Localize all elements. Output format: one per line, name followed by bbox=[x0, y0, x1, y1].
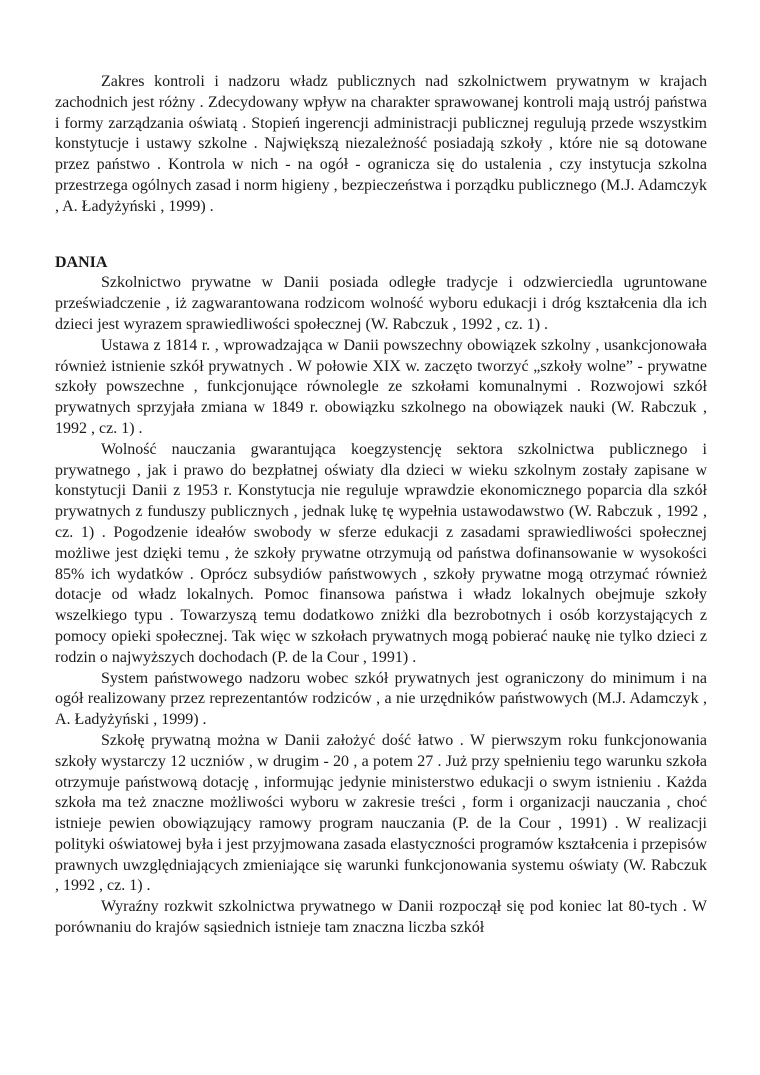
paragraph: Szkołę prywatną można w Danii założyć dość łatwo . W pierwszym roku funkcjonowania szkoły wystarczy 12 uczniów , w drugim - 20 , a potem 27 . Już przy spełnieniu tego warunku szkoła otrzymuje państwową dotację , informując jedynie ministerstwo edukacji o swym istnieniu . Każda szkoła ma też znaczne możliwości wyboru w zakresie treści , form i organizacji nauczania , choć istnieje pewien obowiązujący ramowy program nauczania (P. de la Cour , 1991) . W realizacji polityki oświatowej była i jest przyjmowana zasada elastyczności programów kształcenia i przepisów prawnych uwzględniających zmieniające się warunki funkcjonowania systemu oświaty (W. Rabczuk , 1992 , cz. 1) . bbox=[55, 731, 707, 895]
paragraph: Wyraźny rozkwit szkolnictwa prywatnego w Danii rozpoczął się pod koniec lat 80-tych . W porównaniu do krajów sąsiednich istnieje tam znaczna liczba szkół bbox=[55, 898, 707, 937]
intro-paragraph: Zakres kontroli i nadzoru władz publicznych nad szkolnictwem prywatnym w krajach zachodnich jest różny . Zdecydowany wpływ na charakter sprawowanej kontroli mają ustrój państwa i formy zarządzania oświatą . Stopień ingerencji administracji publicznej regulują przede wszystkim konstytucje i ustawy szkolne . Największą niezależność posiadają szkoły , które nie są dotowane przez państwo . Kontrola w nich - na ogół - ogranicza się do ustalenia , czy instytucja szkolna przestrzega ogólnych zasad i norm higieny , bezpieczeństwa i porządku publicznego (M.J. Adamczyk , A. Ładyżyński , 1999) . bbox=[55, 73, 707, 215]
paragraph: Szkolnictwo prywatne w Danii posiada odległe tradycje i odzwierciedla ugruntowane przeświadczenie , iż zagwarantowana rodzicom wolność wyboru edukacji i dróg kształcenia dla ich dzieci jest wyrazem sprawiedliwości społecznej (W. Rabczuk , 1992 , cz. 1) . bbox=[55, 274, 707, 333]
paragraph: Wolność nauczania gwarantująca koegzystencję sektora szkolnictwa publicznego i prywatnego , jak i prawo do bezpłatnej oświaty dla dzieci w wieku szkolnym zostały zapisane w konstytucji Danii z 1953 r. Konstytucja nie reguluje wprawdzie ekonomicznego poparcia dla szkół prywatnych z funduszy publicznych , jednak lukę tę wypełnia ustawodawstwo (W. Rabczuk , 1992 , cz. 1) . Pogodzenie ideałów swobody w sferze edukacji z zasadami sprawiedliwości społecznej możliwe jest dzięki temu , że szkoły prywatne otrzymują od państwa dofinansowanie w wysokości 85% ich wydatków . Oprócz subsydiów państwowych , szkoły prywatne mogą otrzymać również dotacje od władz lokalnych. Pomoc finansowa państwa i władz lokalnych obejmuje szkoły wszelkiego typu . Towarzyszą temu dodatkowo zniżki dla bezrobotnych i osób korzystających z pomocy opieki społecznej. Tak więc w szkołach prywatnych mogą pobierać naukę nie tylko dzieci z rodzin o najwyższych dochodach (P. de la Cour , 1991) . bbox=[55, 440, 707, 666]
section-heading-dania: DANIA bbox=[55, 253, 108, 271]
paragraph: Ustawa z 1814 r. , wprowadzająca w Danii powszechny obowiązek szkolny , usankcjonowała również istnienie szkół prywatnych . W połowie XIX w. zaczęto tworzyć „szkoły wolne” - prywatne szkoły powszechne , funkcjonujące równolegle ze szkołami komunalnymi . Rozwojowi szkół prywatnych sprzyjała zmiana w 1849 r. obowiązku szkolnego na obowiązek nauki (W. Rabczuk , 1992 , cz. 1) . bbox=[55, 336, 707, 437]
document-page bbox=[55, 72, 707, 939]
paragraph: System państwowego nadzoru wobec szkół prywatnych jest ograniczony do minimum i na ogół realizowany przez reprezentantów rodziców , a nie urzędników państwowych (M.J. Adamczyk , A. Ładyżyński , 1999) . bbox=[55, 669, 707, 729]
